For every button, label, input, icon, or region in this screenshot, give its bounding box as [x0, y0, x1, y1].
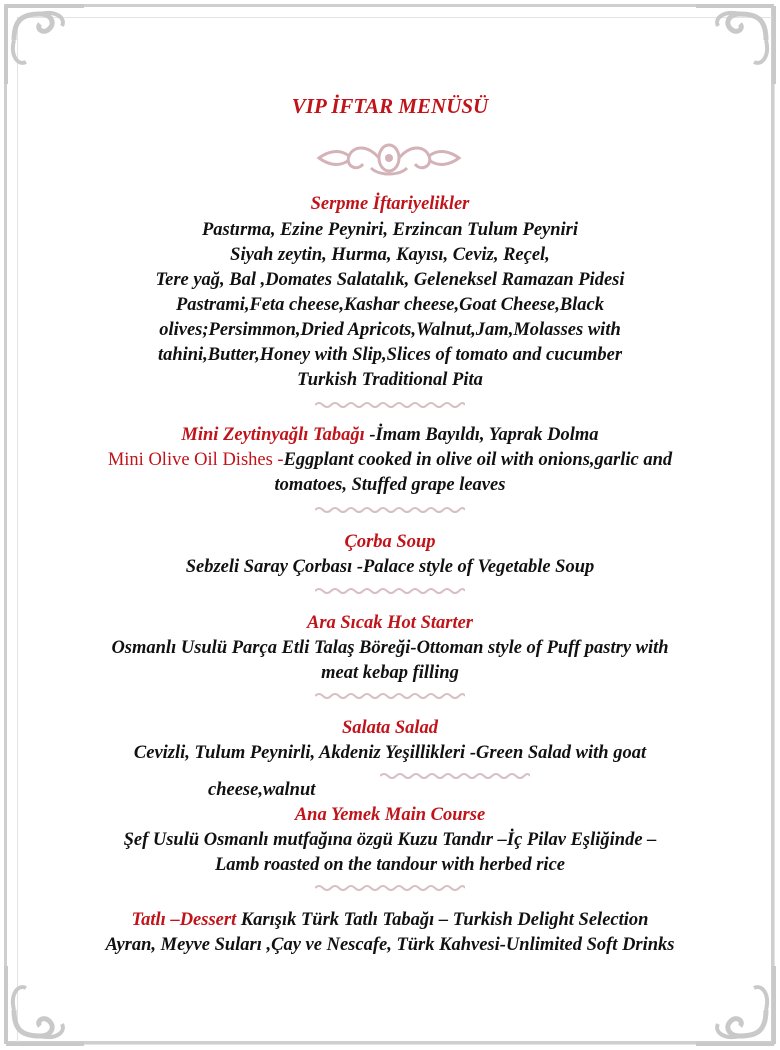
mini-en-line2: tomatoes, Stuffed grape leaves: [274, 475, 506, 495]
serpme-line: Turkish Traditional Pita: [297, 370, 483, 390]
mini-en-text: Eggplant cooked in olive oil with onions,garlic and: [283, 450, 673, 470]
divider-ornament-icon: [315, 884, 465, 892]
section-heading-soup: Çorba Soup: [344, 532, 436, 552]
section-heading-starter: Ara Sıcak Hot Starter: [306, 613, 473, 633]
serpme-line: tahini,Butter,Honey with Slip,Slices of tomato and cucumber: [157, 345, 623, 365]
corner-ornament-icon: [0, 0, 90, 90]
mini-tr-heading: Mini Zeytinyağlı Tabağı: [181, 425, 365, 445]
main-line: Şef Usulü Osmanlı mutfağına özgü Kuzu Tandır –İç Pilav Eşliğinde –: [123, 830, 657, 850]
divider-ornament-icon: [315, 692, 465, 700]
mini-en-line: [30, 448, 750, 473]
floral-ornament-icon: [309, 138, 469, 178]
serpme-line: Pastırma, Ezine Peyniri, Erzincan Tulum Peyniri: [201, 220, 579, 240]
dessert-line: [40, 908, 740, 933]
serpme-line: Siyah zeytin, Hurma, Kayısı, Ceviz, Reçel,: [230, 245, 550, 265]
divider-ornament-icon: [315, 506, 465, 514]
section-heading-dessert: Tatlı –Dessert: [131, 910, 237, 930]
starter-line: Osmanlı Usulü Parça Etli Talaş Böreği-Ottoman style of Puff pastry with: [111, 638, 669, 658]
mini-en-heading: Mini Olive Oil Dishes -: [107, 450, 284, 470]
dessert-text: Karışık Türk Tatlı Tabağı – Turkish Delight Selection: [236, 910, 649, 930]
section-heading-main: Ana Yemek Main Course: [294, 805, 486, 825]
section-heading-salad: Salata Salad: [341, 718, 439, 738]
section-heading-serpme: Serpme İftariyelikler: [310, 194, 470, 214]
corner-ornament-icon: [690, 960, 780, 1050]
mini-tr-line: [40, 423, 740, 448]
serpme-line: Pastrami,Feta cheese,Kashar cheese,Goat Cheese,Black: [175, 295, 605, 315]
corner-ornament-icon: [690, 0, 780, 90]
salad-line: cheese,walnut: [208, 780, 316, 800]
salad-line: Cevizli, Tulum Peynirli, Akdeniz Yeşillikleri -Green Salad with goat: [133, 743, 647, 763]
page-title: VIP İFTAR MENÜSÜ: [291, 94, 489, 118]
serpme-line: Tere yağ, Bal ,Domates Salatalık, Geleneksel Ramazan Pidesi: [155, 270, 625, 290]
drinks-line: Ayran, Meyve Suları ,Çay ve Nescafe, Türk Kahvesi-Unlimited Soft Drinks: [105, 935, 675, 955]
mini-tr-text: -İmam Bayıldı, Yaprak Dolma: [364, 425, 599, 445]
divider-ornament-icon: [380, 772, 530, 780]
divider-ornament-icon: [315, 401, 465, 409]
divider-ornament-icon: [315, 587, 465, 595]
starter-line: meat kebap filling: [321, 663, 459, 683]
main-line: Lamb roasted on the tandour with herbed rice: [215, 855, 565, 875]
serpme-line: olives;Persimmon,Dried Apricots,Walnut,Jam,Molasses with: [159, 320, 621, 340]
corner-ornament-icon: [0, 960, 90, 1050]
soup-line: Sebzeli Saray Çorbası -Palace style of Vegetable Soup: [185, 557, 595, 577]
